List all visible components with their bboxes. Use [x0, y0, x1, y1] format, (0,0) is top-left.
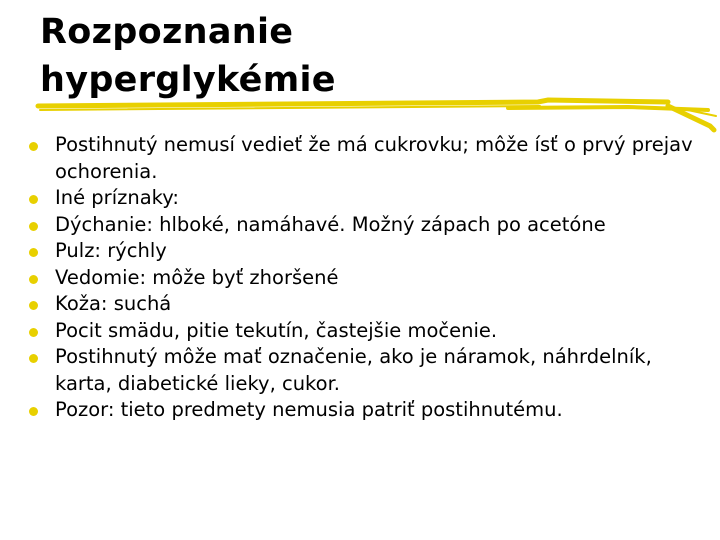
- list-item: [29, 397, 709, 424]
- list-item: [29, 212, 709, 239]
- list-item-text: Pulz: rýchly: [55, 239, 167, 262]
- bullet-icon: [29, 328, 38, 337]
- bullet-list: [29, 132, 709, 424]
- list-item: [29, 238, 709, 265]
- list-item-text: Vedomie: môže byť zhoršené: [55, 265, 339, 289]
- slide-title: Rozpoznanie hyperglykémie: [40, 12, 336, 100]
- bullet-icon: [29, 195, 38, 204]
- list-item: [29, 291, 709, 318]
- list-item-text: Pozor: tieto predmety nemusia patriť postihnutému.: [55, 398, 563, 421]
- bullet-icon: [29, 222, 38, 231]
- list-item-text: Iné príznaky:: [55, 186, 179, 209]
- list-item: [29, 185, 709, 212]
- list-item-text: Koža: suchá: [55, 292, 172, 315]
- title-underline-decoration: [28, 96, 720, 136]
- bullet-icon: [29, 354, 38, 363]
- list-item-text: Postihnutý môže mať označenie, ako je náramok, náhrdelník, karta, diabetické lieky, cukor.: [55, 345, 652, 395]
- list-item: [29, 265, 709, 292]
- list-item-text: Pocit smädu, pitie tekutín, častejšie močenie.: [55, 318, 498, 342]
- bullet-icon: [29, 407, 38, 416]
- bullet-icon: [29, 248, 38, 257]
- list-item-text: Postihnutý nemusí vedieť že má cukrovku; môže ísť o prvý prejav ochorenia.: [55, 133, 693, 183]
- bullet-icon: [29, 142, 38, 151]
- bullet-icon: [29, 301, 38, 310]
- list-item: [29, 318, 709, 345]
- list-item: [29, 344, 709, 397]
- bullet-icon: [29, 275, 38, 284]
- list-item-text: Dýchanie: hlboké, namáhavé. Možný zápach po acetóne: [55, 212, 606, 236]
- list-item: [29, 132, 709, 185]
